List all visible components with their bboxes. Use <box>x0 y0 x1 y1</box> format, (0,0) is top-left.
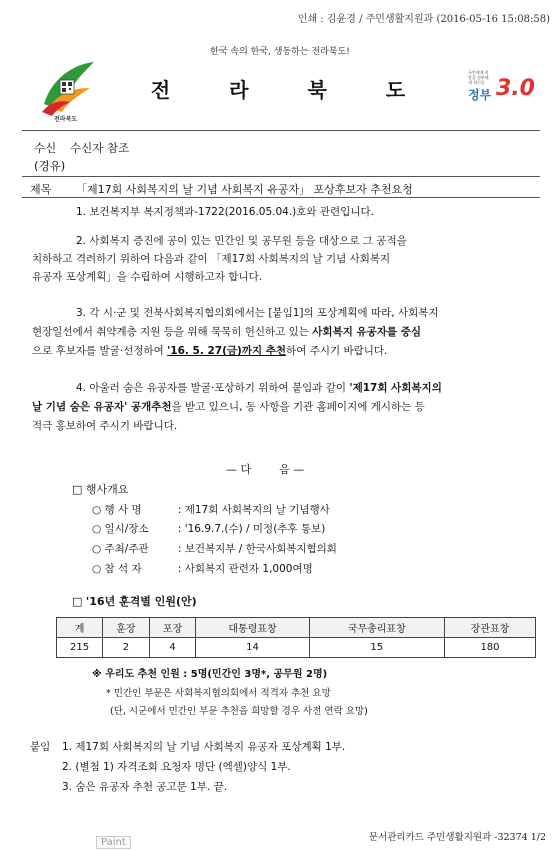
subject-bottom-divider <box>22 197 540 198</box>
document-footer: 문서관리카드 주민생활지원과 -32374 1/2 <box>368 832 546 843</box>
table-cell: 180 <box>444 638 535 658</box>
via-line: (경유) <box>34 159 66 173</box>
overview-item-label: 일시/장소 <box>104 523 149 535</box>
subject-label: 제목 <box>30 183 52 196</box>
paragraph-3-line-2-text: 현장일선에서 취약계층 지원 등을 위해 묵묵히 헌신하고 있는 <box>32 326 313 338</box>
table-cell: 215 <box>57 638 103 658</box>
table-cell: 14 <box>196 638 309 658</box>
paragraph-4-line-1 <box>76 380 442 395</box>
circle-bullet-icon: ○ <box>92 504 102 516</box>
slogan: 한국 속의 한국, 생동하는 전라북도! <box>210 47 350 57</box>
gov-tagline: 국민에게 희망을 정부에게 혁신을 <box>468 70 489 85</box>
paragraph-4-emphasis-1: '제17회 사회복지의 <box>349 382 442 394</box>
overview-item-label: 참 석 자 <box>104 563 142 575</box>
recommendation-note: ※ 우리도 추천 인원 : 5명(민간인 3명*, 공무원 2명) <box>92 669 328 680</box>
table-row <box>57 638 536 658</box>
awards-section <box>72 593 197 609</box>
checkbox-square-icon: □ <box>72 483 83 496</box>
subject-value: 「제17회 사회복지의 날 기념 사회복지 유공자」 포상후보자 추천요청 <box>76 183 413 196</box>
circle-bullet-icon: ○ <box>92 543 102 555</box>
overview-item <box>92 502 330 517</box>
circle-bullet-icon: ○ <box>92 523 102 535</box>
subject-top-divider <box>22 176 540 177</box>
gov-text: 정부 <box>468 88 492 102</box>
paragraph-3-line-3-text: 으로 후보자를 발굴·선정하여 <box>32 345 168 357</box>
checkbox-square-icon: □ <box>72 595 83 608</box>
table-header-cell: 포장 <box>149 618 196 638</box>
awards-table <box>56 617 536 658</box>
overview-item-value: : '16.9.7.(수) / 미정(추후 통보) <box>177 523 326 535</box>
table-header-cell: 계 <box>57 618 103 638</box>
circle-bullet-icon: ○ <box>92 563 102 575</box>
next-heading: — 다 음 — <box>226 463 305 476</box>
gov-version: 3.0 <box>496 76 535 101</box>
paragraph-4-line-1-text: 4. 아울러 숨은 유공자를 발굴·포상하기 위하여 붙임과 같이 <box>76 382 350 394</box>
logo-caption: 전라북도 <box>54 116 78 123</box>
recipient-label: 수신 <box>34 141 57 155</box>
paragraph-2-line-1: 2. 사회복지 증진에 공이 있는 민간인 및 공무원 등을 대상으로 그 공적을 <box>76 235 407 247</box>
government-3-logo <box>466 64 535 108</box>
overview-item <box>92 561 313 576</box>
paragraph-2-line-3: 유공자 포상계획」을 수립하여 시행하고자 합니다. <box>32 271 263 283</box>
overview-section <box>72 481 128 497</box>
attachment-item: 1. 제17회 사회복지의 날 기념 사회복지 유공자 포상계획 1부. <box>62 741 346 753</box>
paragraph-3-line-1: 3. 각 시·군 및 전북사회복지협의회에서는 [붙임1]의 포상계획에 따라, 사회복지 <box>76 307 439 319</box>
paragraph-1: 1. 보건복지부 복지정책과-1722(2016.05.04.)호와 관련입니다. <box>76 206 374 218</box>
overview-title: 행사개요 <box>85 483 129 496</box>
table-header-cell: 장관표창 <box>444 618 535 638</box>
paragraph-3-emphasis: 사회복지 유공자를 중심 <box>312 326 422 338</box>
paragraph-3-line-3 <box>32 343 387 358</box>
overview-item <box>92 521 325 536</box>
table-header-cell: 국무총리표창 <box>309 618 444 638</box>
print-info: 인쇄 : 김윤경 / 주민생활지원과 (2016-05-16 15:08:58) <box>297 14 550 25</box>
paragraph-3-line-2 <box>32 324 421 339</box>
overview-item <box>92 541 337 556</box>
paint-label: Paint <box>96 836 131 849</box>
attachments-label: 붙임 <box>30 741 51 753</box>
table-header-row <box>57 618 536 638</box>
attachment-item: 2. (별첨 1) 자격조회 요청자 명단 (엑셀)양식 1부. <box>62 761 291 773</box>
table-cell: 2 <box>103 638 150 658</box>
overview-item-label: 행 사 명 <box>104 504 142 516</box>
paragraph-4-line-3: 적극 홍보하여 주시기 바랍니다. <box>32 420 178 432</box>
paragraph-4-line-2-text: 을 받고 있으니, 동 사항을 기관 홈페이지에 게시하는 등 <box>171 401 425 413</box>
paragraph-3-deadline: '16. 5. 27(금)까지 추천 <box>167 345 287 357</box>
header-divider <box>22 130 540 131</box>
paragraph-3-line-3-end: 하여 주시기 바랍니다. <box>286 345 388 357</box>
overview-item-value: : 제17회 사회복지의 날 기념행사 <box>177 504 330 516</box>
overview-item-value: : 보건복지부 / 한국사회복지협의회 <box>177 543 337 555</box>
paragraph-2-line-2: 치하하고 격려하기 위하여 다음과 같이 「제17회 사회복지의 날 기념 사회복지 <box>32 253 391 265</box>
note-sub-1: * 민간인 부문은 사회복지협의회에서 적격자 추천 요망 <box>106 688 331 699</box>
table-cell: 15 <box>309 638 444 658</box>
awards-title: '16년 훈격별 인원(안) <box>85 595 197 608</box>
attachment-item: 3. 숨은 유공자 추천 공고문 1부. 끝. <box>62 781 228 793</box>
note-sub-2: (단, 시군에서 민간인 부문 추천을 희망할 경우 사전 연락 요망) <box>110 706 368 717</box>
table-header-cell: 훈장 <box>103 618 150 638</box>
org-title: 전 라 북 도 <box>150 78 432 102</box>
overview-item-label: 주최/주관 <box>104 543 149 555</box>
table-cell: 4 <box>149 638 196 658</box>
paragraph-4-line-2 <box>32 399 425 414</box>
recipient-value: 수신자 참조 <box>70 141 130 155</box>
table-header-cell: 대통령표창 <box>196 618 309 638</box>
overview-item-value: : 사회복지 관련자 1,000여명 <box>177 563 313 575</box>
paragraph-4-emphasis-2: 날 기념 숨은 유공자' 공개추천 <box>32 401 172 413</box>
